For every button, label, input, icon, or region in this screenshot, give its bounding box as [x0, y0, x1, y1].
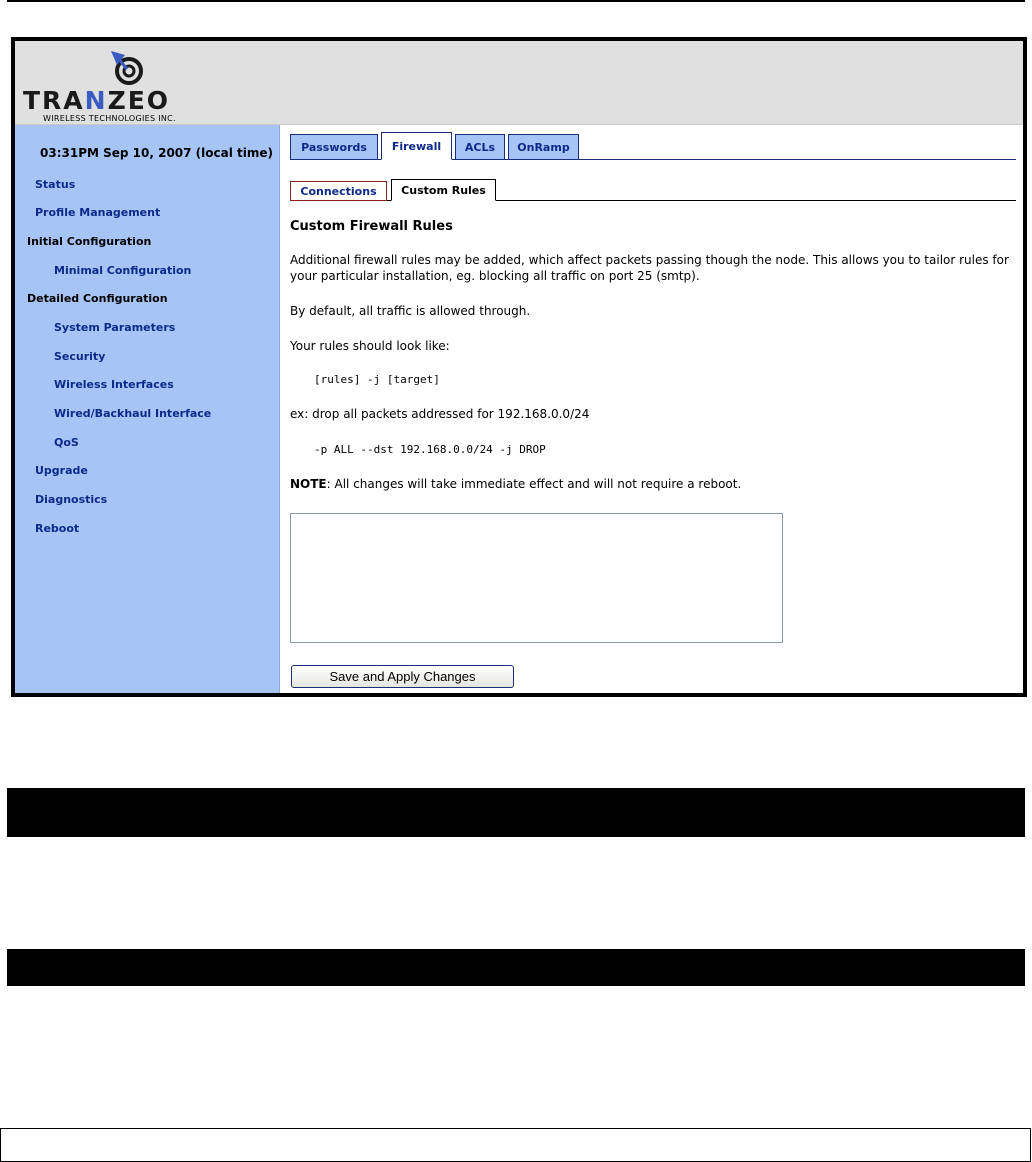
sidebar-item-diagnostics[interactable]: Diagnostics	[35, 493, 108, 506]
logo-mark-icon	[107, 47, 147, 87]
sidebar-item-security[interactable]: Security	[54, 350, 106, 363]
screenshot-frame	[11, 37, 1027, 697]
sidebar-heading-initial-configuration: Initial Configuration	[27, 235, 152, 248]
sidebar-item-minimal-configuration[interactable]: Minimal Configuration	[54, 264, 192, 277]
example-code: -p ALL --dst 192.168.0.0/24 -j DROP	[314, 443, 546, 456]
local-time: 03:31PM Sep 10, 2007 (local time)	[40, 146, 273, 160]
page-title: Custom Firewall Rules	[290, 219, 453, 234]
sidebar-item-qos[interactable]: QoS	[54, 436, 79, 449]
sub-tabs	[290, 179, 1016, 201]
black-band-bottom	[7, 949, 1025, 986]
note-body: : All changes will take immediate effect and will not require a reboot.	[326, 477, 742, 491]
default-policy-text: By default, all traffic is allowed through.	[290, 304, 531, 318]
sidebar-heading-detailed-configuration: Detailed Configuration	[27, 292, 168, 305]
footer-box	[0, 1128, 1031, 1162]
logo-subtitle: WIRELESS TECHNOLOGIES INC.	[43, 114, 176, 123]
sidebar-item-profile-management[interactable]: Profile Management	[35, 206, 161, 219]
note-text	[290, 476, 1020, 492]
page-top-rule	[7, 0, 1025, 2]
tab-connections[interactable]: Connections	[290, 181, 387, 201]
tab-passwords[interactable]: Passwords	[290, 134, 378, 160]
description-text: Additional firewall rules may be added, which affect packets passing though the node. This allows you to tailor rules for your particular installation, eg. blocking all traffic on port 25 (smtp).	[290, 253, 1009, 283]
top-tabs	[290, 133, 1016, 160]
logo-wordmark: TRANZEO	[23, 86, 171, 115]
black-band-top	[7, 788, 1025, 837]
sidebar-item-reboot[interactable]: Reboot	[35, 522, 80, 535]
tab-acls[interactable]: ACLs	[455, 134, 505, 160]
note-label: NOTE	[290, 477, 327, 491]
sidebar-item-wireless-interfaces[interactable]: Wireless Interfaces	[54, 378, 174, 391]
tab-custom-rules[interactable]: Custom Rules	[391, 179, 496, 201]
sidebar-item-wired-backhaul-interface[interactable]: Wired/Backhaul Interface	[54, 407, 212, 420]
header-bar	[15, 41, 1023, 125]
example-text: ex: drop all packets addressed for 192.168.0.0/24	[290, 407, 590, 421]
tab-onramp[interactable]: OnRamp	[508, 134, 579, 160]
tab-firewall[interactable]: Firewall	[381, 132, 452, 160]
tranzeo-logo	[23, 47, 233, 123]
sidebar-item-upgrade[interactable]: Upgrade	[35, 464, 88, 477]
sidebar-item-status[interactable]: Status	[35, 178, 76, 191]
rules-format-code: [rules] -j [target]	[314, 373, 440, 386]
sidebar-item-system-parameters[interactable]: System Parameters	[54, 321, 176, 334]
custom-rules-textarea[interactable]	[290, 513, 783, 643]
sidebar	[15, 125, 280, 693]
save-apply-button[interactable]: Save and Apply Changes	[291, 665, 514, 688]
rules-format-text: Your rules should look like:	[290, 339, 450, 353]
